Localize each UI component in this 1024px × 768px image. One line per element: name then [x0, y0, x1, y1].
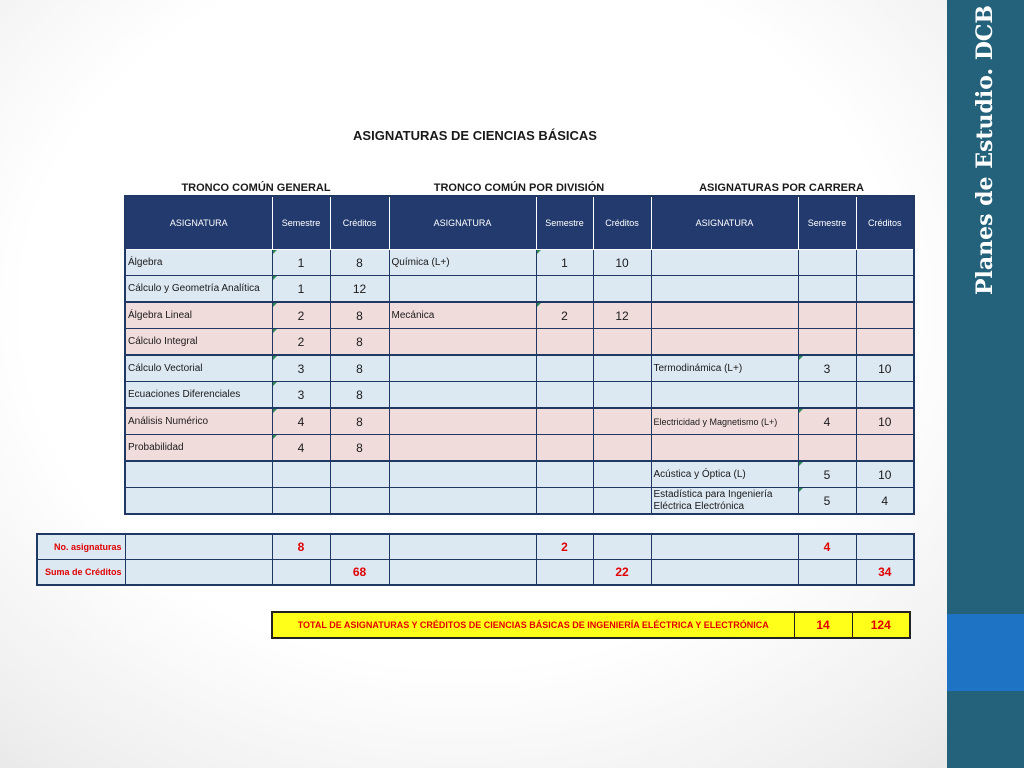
cell-creditos [856, 250, 914, 276]
cell-creditos [593, 435, 651, 462]
subjects-table [124, 195, 915, 515]
cell-asignatura [651, 250, 798, 276]
slide-side-title: Planes de Estudio. DCB [972, 4, 998, 296]
cell-semestre: 1 [272, 250, 330, 276]
header-semestre: Semestre [536, 196, 593, 250]
summary-table [36, 533, 915, 586]
cell-creditos [593, 355, 651, 382]
summary-empty-cell [651, 560, 798, 586]
cell-asignatura: Mecánica [389, 302, 536, 329]
cell-asignatura [651, 276, 798, 303]
cell-creditos: 10 [856, 355, 914, 382]
table-row [125, 355, 914, 382]
table-row [125, 435, 914, 462]
header-asignatura: ASIGNATURA [389, 196, 536, 250]
summary-empty-cell [389, 534, 536, 560]
cell-semestre [798, 382, 856, 409]
cell-asignatura: Probabilidad [125, 435, 272, 462]
cell-asignatura: Ecuaciones Diferenciales [125, 382, 272, 409]
header-creditos: Créditos [856, 196, 914, 250]
summary-cred-g3: 34 [856, 560, 914, 586]
summary-empty-cell [125, 560, 272, 586]
cell-asignatura: Álgebra [125, 250, 272, 276]
cell-semestre: 3 [272, 382, 330, 409]
cell-asignatura: Análisis Numérico [125, 408, 272, 435]
total-asignaturas: 14 [794, 612, 852, 638]
cell-asignatura: Termodinámica (L+) [651, 355, 798, 382]
cell-creditos: 8 [330, 435, 389, 462]
cell-semestre [536, 408, 593, 435]
cell-asignatura [389, 329, 536, 356]
cell-asignatura: Cálculo Vectorial [125, 355, 272, 382]
cell-semestre: 2 [272, 329, 330, 356]
table-row [125, 302, 914, 329]
cell-asignatura: Cálculo Integral [125, 329, 272, 356]
summary-label-suma-creditos: Suma de Créditos [37, 560, 125, 586]
header-semestre: Semestre [272, 196, 330, 250]
cell-asignatura [389, 488, 536, 515]
summary-empty-cell [125, 534, 272, 560]
cell-semestre: 4 [272, 408, 330, 435]
summary-empty-cell [272, 560, 330, 586]
sidebar-band [947, 0, 1024, 768]
cell-creditos: 8 [330, 355, 389, 382]
cell-asignatura [389, 408, 536, 435]
cell-asignatura [389, 382, 536, 409]
cell-semestre [536, 276, 593, 303]
cell-creditos: 4 [856, 488, 914, 515]
cell-semestre [798, 329, 856, 356]
summary-cred-g2: 22 [593, 560, 651, 586]
table-row [125, 250, 914, 276]
cell-asignatura: Álgebra Lineal [125, 302, 272, 329]
cell-asignatura [389, 276, 536, 303]
table-row [125, 276, 914, 303]
cell-semestre: 1 [536, 250, 593, 276]
group-title-tronco-division: TRONCO COMÚN POR DIVISIÓN [433, 182, 605, 194]
cell-semestre: 4 [272, 435, 330, 462]
cell-semestre: 2 [272, 302, 330, 329]
cell-creditos: 8 [330, 329, 389, 356]
cell-asignatura [125, 461, 272, 488]
page-title: ASIGNATURAS DE CIENCIAS BÁSICAS [353, 128, 597, 143]
cell-asignatura [389, 435, 536, 462]
cell-semestre: 3 [272, 355, 330, 382]
cell-semestre: 5 [798, 461, 856, 488]
cell-asignatura [389, 355, 536, 382]
table-row [125, 329, 914, 356]
table-row [125, 408, 914, 435]
cell-creditos: 12 [330, 276, 389, 303]
cell-semestre: 5 [798, 488, 856, 515]
summary-empty-cell [389, 560, 536, 586]
cell-creditos [593, 329, 651, 356]
summary-no-g2: 2 [536, 534, 593, 560]
header-creditos: Créditos [330, 196, 389, 250]
cell-semestre: 1 [272, 276, 330, 303]
summary-no-g3: 4 [798, 534, 856, 560]
summary-row-creditos [37, 560, 914, 586]
cell-asignatura [389, 461, 536, 488]
cell-semestre [536, 355, 593, 382]
table-row [125, 488, 914, 515]
header-creditos: Créditos [593, 196, 651, 250]
summary-empty-cell [330, 534, 389, 560]
cell-semestre [536, 488, 593, 515]
cell-creditos [856, 276, 914, 303]
cell-semestre [536, 329, 593, 356]
cell-semestre [798, 435, 856, 462]
cell-creditos [593, 408, 651, 435]
cell-asignatura: Electricidad y Magnetismo (L+) [651, 408, 798, 435]
summary-empty-cell [798, 560, 856, 586]
cell-semestre [272, 488, 330, 515]
total-row [272, 612, 910, 638]
cell-semestre [798, 276, 856, 303]
cell-asignatura [651, 302, 798, 329]
group-title-tronco-general: TRONCO COMÚN GENERAL [181, 182, 331, 194]
cell-asignatura [125, 488, 272, 515]
summary-empty-cell [536, 560, 593, 586]
cell-semestre: 2 [536, 302, 593, 329]
cell-creditos: 10 [856, 461, 914, 488]
group-title-por-carrera: ASIGNATURAS POR CARRERA [699, 182, 864, 194]
cell-creditos [856, 382, 914, 409]
header-semestre: Semestre [798, 196, 856, 250]
cell-creditos [593, 461, 651, 488]
cell-creditos [330, 488, 389, 515]
cell-creditos [856, 302, 914, 329]
cell-creditos [330, 461, 389, 488]
cell-asignatura [651, 329, 798, 356]
summary-empty-cell [856, 534, 914, 560]
cell-creditos: 10 [856, 408, 914, 435]
summary-row-asignaturas [37, 534, 914, 560]
header-asignatura: ASIGNATURA [651, 196, 798, 250]
cell-creditos: 8 [330, 302, 389, 329]
summary-empty-cell [651, 534, 798, 560]
total-table [271, 611, 911, 639]
table-row [125, 382, 914, 409]
cell-creditos: 10 [593, 250, 651, 276]
cell-semestre: 4 [798, 408, 856, 435]
cell-asignatura: Química (L+) [389, 250, 536, 276]
cell-semestre [536, 435, 593, 462]
cell-asignatura: Acústica y Óptica (L) [651, 461, 798, 488]
cell-semestre [536, 382, 593, 409]
cell-creditos [593, 382, 651, 409]
summary-cred-g1: 68 [330, 560, 389, 586]
cell-creditos [856, 329, 914, 356]
table-row [125, 461, 914, 488]
total-creditos: 124 [852, 612, 910, 638]
total-label: TOTAL DE ASIGNATURAS Y CRÉDITOS DE CIENCIAS BÁSICAS DE INGENIERÍA ELÉCTRICA Y ELECTRÓNICA [272, 612, 794, 638]
cell-semestre [798, 302, 856, 329]
table-header-row [125, 196, 914, 250]
header-asignatura: ASIGNATURA [125, 196, 272, 250]
summary-no-g1: 8 [272, 534, 330, 560]
summary-label-no-asignaturas: No. asignaturas [37, 534, 125, 560]
cell-semestre: 3 [798, 355, 856, 382]
cell-creditos: 8 [330, 382, 389, 409]
cell-creditos: 8 [330, 250, 389, 276]
cell-semestre [798, 250, 856, 276]
cell-asignatura: Estadística para Ingeniería Eléctrica Electrónica [651, 488, 798, 515]
cell-semestre [536, 461, 593, 488]
cell-semestre [272, 461, 330, 488]
cell-creditos [856, 435, 914, 462]
cell-asignatura [651, 435, 798, 462]
cell-asignatura: Cálculo y Geometría Analítica [125, 276, 272, 303]
sidebar-accent-block [947, 614, 1024, 691]
cell-creditos: 12 [593, 302, 651, 329]
cell-creditos [593, 276, 651, 303]
summary-empty-cell [593, 534, 651, 560]
cell-creditos [593, 488, 651, 515]
cell-asignatura [651, 382, 798, 409]
cell-creditos: 8 [330, 408, 389, 435]
